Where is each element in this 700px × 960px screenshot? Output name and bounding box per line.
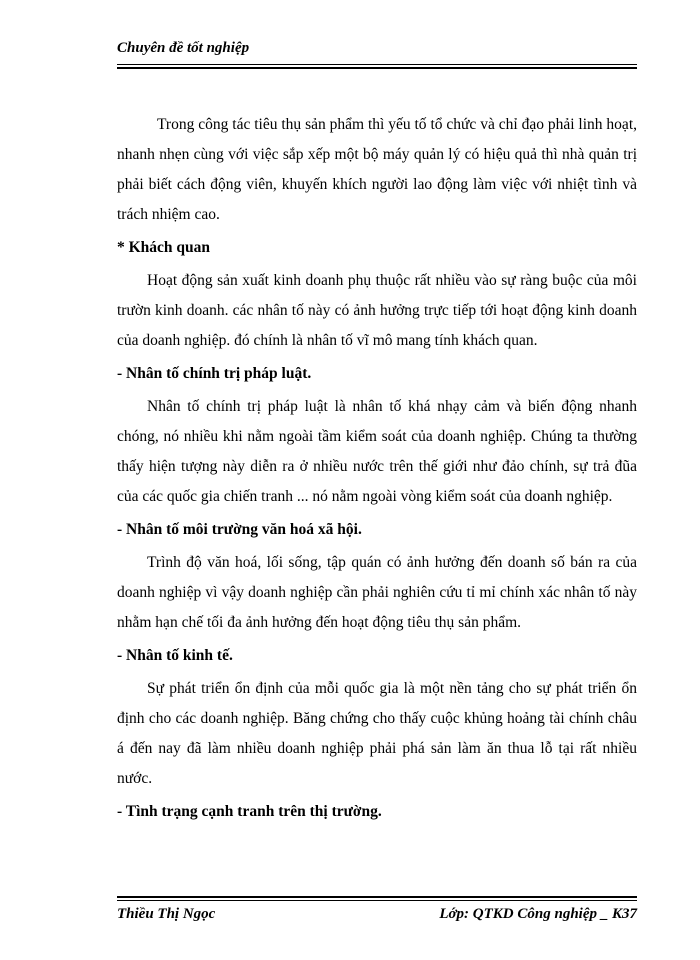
paragraph-organization: Trong công tác tiêu thụ sản phẩm thì yếu tố tổ chức và chỉ đạo phải linh hoạt, nhanh nhẹn cùng với việc sắp xếp một bộ máy quản lý có hiệu quả thì nhà quản trị phải biết cách động viên, khuyến khích người lao động làm việc với nhiệt tình và trách nhiệm cao. [117,116,637,223]
paragraph-business-environment: Hoạt động sản xuất kinh doanh phụ thuộc rất nhiều vào sự ràng buộc của môi trườn kinh doanh. các nhân tố này có ảnh hưởng trực tiếp tới hoạt động kinh doanh của doanh nghiệp. đó chính là nhân tố vĩ mô mang tính khách quan. [117,272,637,349]
paragraph-economy: Sự phát triển ổn định của mỗi quốc gia là một nền tảng cho sự phát triển ổn định cho các doanh nghiệp. Băng chứng cho thấy cuộc khủng hoảng tài chính châu á đến nay đã làm nhiều doanh nghiệp phải phá sản làm ăn thua lỗ tại rất nhiều nước. [117,680,637,787]
heading-culture-society: - Nhân tố môi trường văn hoá xã hội. [117,521,362,538]
footer-author: Thiều Thị Ngọc [117,906,216,922]
heading-politics-law: - Nhân tố chính trị pháp luật. [117,365,312,382]
body-content [117,110,637,830]
footer-divider [117,896,637,901]
page-header-title: Chuyên đề tốt nghiệp [117,40,250,56]
heading-competition: - Tình trạng cạnh tranh trên thị trường. [117,803,382,820]
paragraph-culture-society: Trình độ văn hoá, lối sống, tập quán có ảnh hưởng đến doanh số bán ra của doanh nghiệp vì vậy doanh nghiệp cần phải nghiên cứu tỉ mỉ chính xác nhân tố này nhằm hạn chế tối đa ảnh hưởng đến hoạt động tiêu thụ sản phẩm. [117,554,637,631]
paragraph-politics-law: Nhân tố chính trị pháp luật là nhân tố khá nhạy cảm và biến động nhanh chóng, nó nhiều khi nằm ngoài tầm kiểm soát của doanh nghiệp. Chúng ta thường thấy hiện tượng này diễn ra ở nhiều nước trên thế giới như đảo chính, sự trả đũa của các quốc gia chiến tranh ... nó nằm ngoài vòng kiểm soát của doanh nghiệp. [117,398,637,505]
heading-economy: - Nhân tố kinh tế. [117,647,233,664]
heading-objective: * Khách quan [117,239,211,256]
header-divider [117,64,637,69]
footer-class: Lớp: QTKD Công nghiệp _ K37 [439,906,637,922]
